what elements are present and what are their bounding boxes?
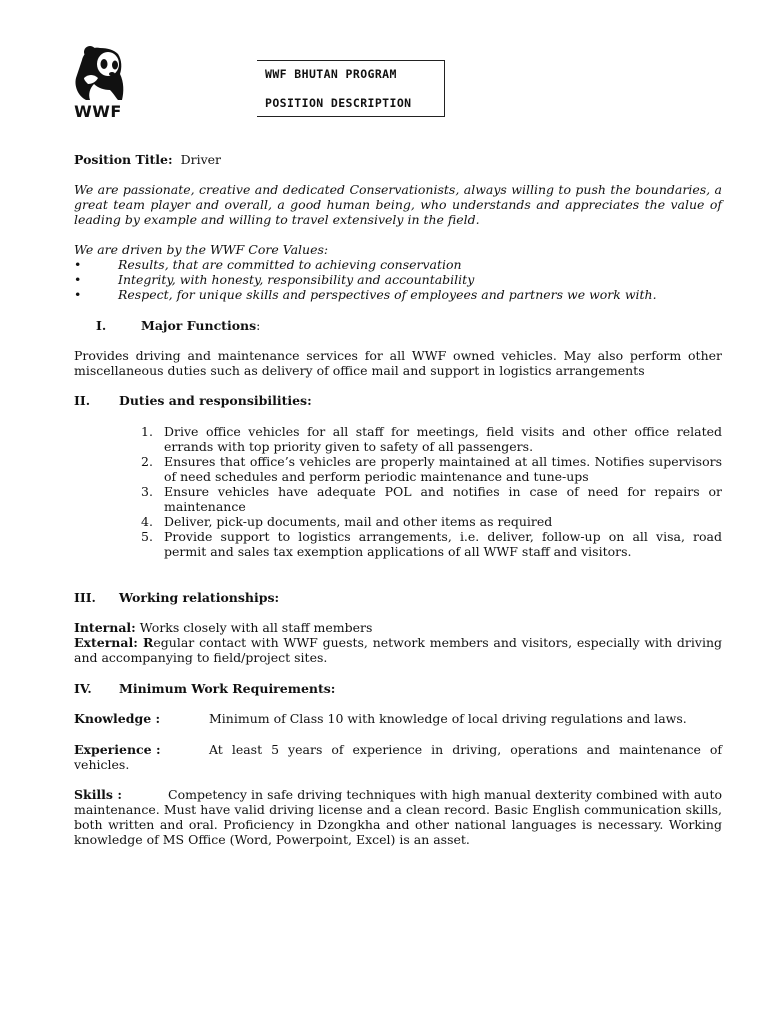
position-label: Position Title: — [74, 152, 173, 167]
section-title: Working relationships: — [119, 590, 280, 605]
knowledge-requirement: Knowledge : Minimum of Class 10 with knowledge of local driving regulations and laws. — [74, 711, 687, 726]
position-value: Driver — [180, 152, 222, 167]
section-requirements-heading — [74, 681, 335, 696]
document-header — [257, 60, 445, 117]
section-numeral: I. — [96, 318, 107, 333]
core-value-item: • Respect, for unique skills and perspectives of employees and partners we work with. — [74, 287, 657, 302]
list-item: 5. Provide support to logistics arrangements, i.e. deliver, follow-up on all visa, road permit and sales tax exemption applications of all WWF staff and visitors. — [141, 529, 722, 559]
list-item: 3. Ensure vehicles have adequate POL and notifies in case of need for repairs or maintenance — [141, 484, 722, 514]
document-type: POSITION DESCRIPTION — [265, 96, 412, 110]
core-value-item: • Results, that are committed to achieving conservation — [74, 257, 462, 272]
panda-icon — [70, 44, 126, 104]
section-duties-heading — [74, 393, 312, 408]
core-value-item: • Integrity, with honesty, responsibility and accountability — [74, 272, 475, 287]
bullet-icon: • — [74, 272, 82, 287]
external-relationship: External: Regular contact with WWF guests, network members and visitors, especially with driving and accompanying to field/project sites. — [74, 635, 722, 665]
logo-text: WWF — [74, 102, 122, 121]
section-numeral: IV. — [74, 681, 92, 696]
section-numeral: II. — [74, 393, 91, 408]
section-title: Duties and responsibilities: — [119, 393, 312, 408]
section-title: Minimum Work Requirements: — [119, 681, 336, 696]
duties-list — [74, 424, 722, 559]
section-title: Major Functions — [141, 318, 257, 333]
list-item: 1. Drive office vehicles for all staff for meetings, field visits and other office related errands with top priority given to safety of all passengers. — [141, 424, 722, 454]
position-title — [74, 152, 722, 167]
skills-requirement: Skills : Competency in safe driving techniques with high manual dexterity combined with auto maintenance. Must have valid driving license and a clean record. Basic English communication skills, both written and oral. Proficiency in Dzongkha and other national languages is necessary. Working knowledge of MS Office (Word, Powerpoint, Excel) is an asset. — [74, 787, 722, 847]
major-functions-text: Provides driving and maintenance services for all WWF owned vehicles. May also perform other miscellaneous duties such as delivery of office mail and support in logistics arrangements — [74, 348, 722, 378]
wwf-logo — [70, 44, 126, 122]
core-values — [74, 242, 722, 302]
core-values-heading: We are driven by the WWF Core Values: — [74, 242, 329, 257]
bullet-icon: • — [74, 257, 82, 272]
section-numeral: III. — [74, 590, 96, 605]
internal-relationship: Internal: Works closely with all staff members — [74, 620, 373, 635]
list-item: 2. Ensures that office’s vehicles are properly maintained at all times. Notifies supervisors of need schedules and perform periodic maintenance and tune-ups — [141, 454, 722, 484]
intro-paragraph: We are passionate, creative and dedicated Conservationists, always willing to push the boundaries, a great team player and overall, a good human being, who understands and appreciates the value of leading by example and willing to travel extensively in the field. — [74, 182, 722, 227]
list-item: 4. Deliver, pick-up documents, mail and other items as required — [141, 514, 553, 529]
relationships-text — [74, 620, 722, 665]
bullet-icon: • — [74, 287, 82, 302]
section-major-functions-heading: I. Major Functions: — [96, 318, 261, 333]
program-title: WWF BHUTAN PROGRAM — [265, 67, 397, 81]
experience-requirement: Experience : At least 5 years of experience in driving, operations and maintenance of vehicles. — [74, 742, 722, 772]
section-relationships-heading — [74, 590, 279, 605]
